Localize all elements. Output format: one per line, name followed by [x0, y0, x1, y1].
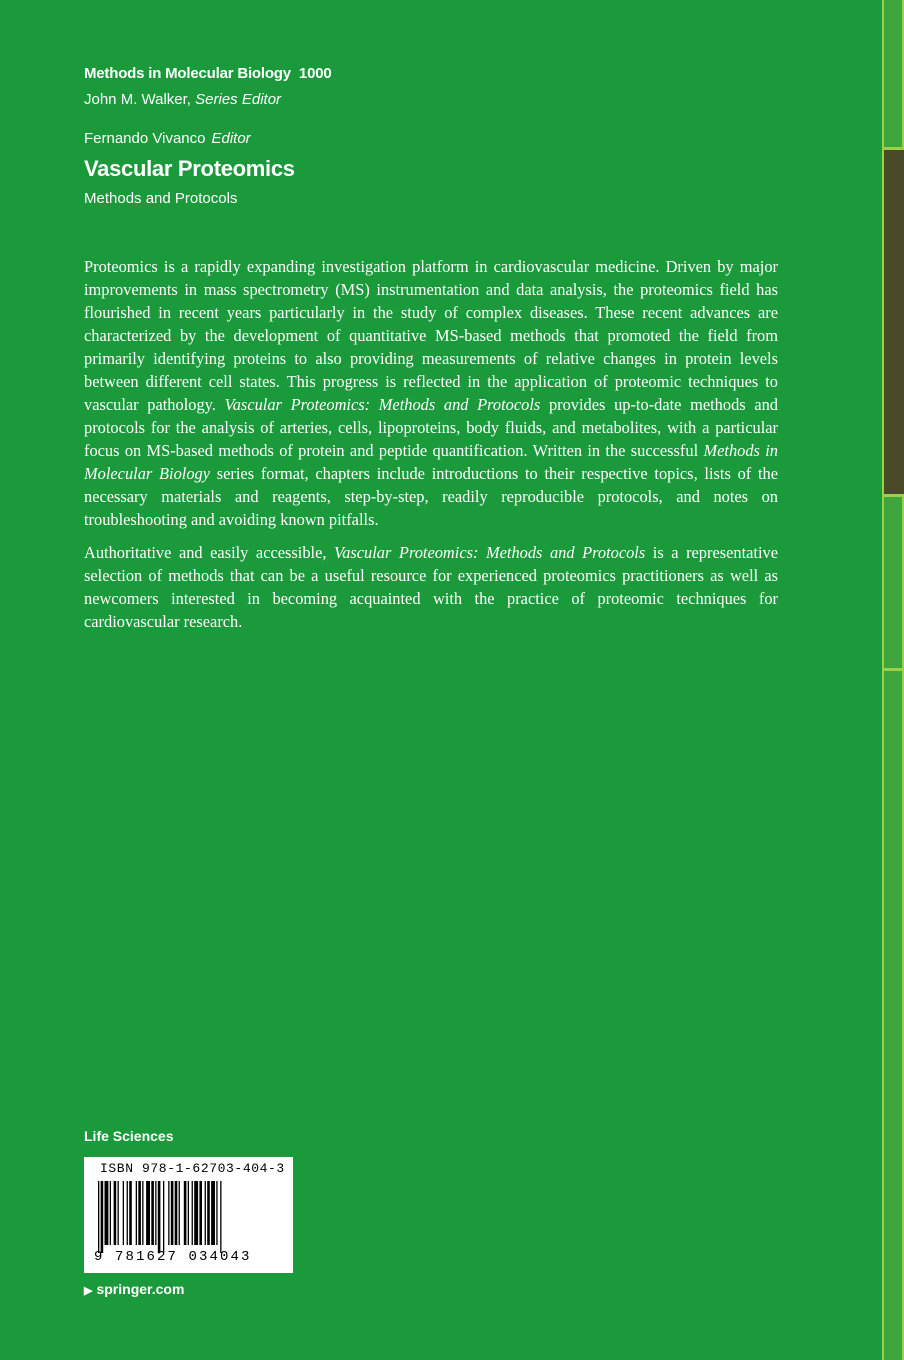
barcode-bar — [110, 1181, 111, 1245]
publisher-website[interactable] — [84, 1281, 184, 1297]
barcode-bar — [179, 1181, 180, 1245]
barcode-bar — [158, 1181, 161, 1253]
barcode-bar — [98, 1181, 99, 1253]
series-editor — [84, 91, 281, 108]
spine-tick — [882, 147, 904, 150]
barcode-bar — [138, 1181, 141, 1245]
barcode-bar — [216, 1181, 217, 1245]
book-subtitle: Methods and Protocols — [84, 190, 238, 207]
barcode-bar — [142, 1181, 143, 1245]
barcode-bar — [105, 1181, 109, 1245]
barcode-bar — [205, 1181, 206, 1245]
barcode-bar — [199, 1181, 202, 1245]
book-description — [84, 255, 778, 633]
barcode-bar — [136, 1181, 137, 1245]
barcode-digits: 9 781627 034043 — [94, 1249, 252, 1265]
book-editor — [84, 130, 251, 147]
series-volume: 1000 — [298, 65, 332, 82]
barcode-bar — [118, 1181, 119, 1245]
isbn-label: ISBN 978-1-62703-404-3 — [100, 1161, 285, 1176]
barcode-bar — [171, 1181, 174, 1245]
series-name: Methods in Molecular Biology — [84, 65, 291, 82]
description-text: series format, chapters include introductions to their respective topics, lists of the necessary materials and reagents, step-by-step, readily reproducible protocols, and notes on troubleshooting and avoiding known pitfalls. — [84, 464, 778, 529]
description-text: provides up-to-date methods and protocols for the analysis of arteries, cells, lipoproteins, body fluids, and metabolites, with a particular focus on MS-based methods of protein and peptide quantification. Written in the successful — [84, 395, 778, 460]
subject-category: Life Sciences — [84, 1128, 174, 1144]
description-paragraph-1 — [84, 255, 778, 531]
series-editor-name: John M. Walker, — [84, 91, 191, 108]
description-text: is a representative selection of methods that can be a useful resource for experienced proteomics practitioners as well as newcomers interested in becoming acquainted with the practice of proteomic techniques for cardiovascular research. — [84, 543, 778, 631]
series-heading — [84, 65, 332, 82]
barcode-bar — [184, 1181, 187, 1245]
description-text: Proteomics is a rapidly expanding investigation platform in cardiovascular medicine. Driven by major improvements in mass spectrometry (MS) instrumentation and data analysis, the proteomics field has flourished in recent years particularly in the study of complex diseases. These recent advances are characterized by the development of quantitative MS-based methods that promoted the field from primarily identifying proteins to also providing measurements of relative changes in protein levels between different cell states. This progress is reflected in the application of proteomic techniques to vascular pathology. — [84, 257, 778, 414]
book-editor-role: Editor — [211, 130, 251, 147]
barcode-bar — [129, 1181, 132, 1245]
description-text: Authoritative and easily accessible, — [84, 543, 335, 562]
arrow-right-icon: ▶ — [84, 1285, 93, 1297]
barcode-bar — [194, 1181, 198, 1245]
description-italic-series: Methods in Molecular Biology — [84, 441, 778, 483]
barcode-bar — [151, 1181, 154, 1245]
barcode-bar — [168, 1181, 169, 1245]
spine-tick — [882, 494, 904, 497]
barcode-bar — [123, 1181, 124, 1245]
barcode-bar — [146, 1181, 150, 1245]
description-italic-title: Vascular Proteomics: Methods and Protocols — [224, 395, 541, 414]
description-italic-title: Vascular Proteomics: Methods and Protocols — [334, 543, 646, 562]
barcode-bar — [188, 1181, 189, 1245]
book-editor-name: Fernando Vivanco — [84, 130, 206, 147]
barcode-bar — [175, 1181, 178, 1245]
book-title: Vascular Proteomics — [84, 156, 295, 181]
barcode-bar — [114, 1181, 117, 1245]
barcode-bar — [163, 1181, 164, 1253]
barcode-bar — [192, 1181, 193, 1245]
barcode-bar — [155, 1181, 156, 1245]
spine-tick — [882, 668, 904, 671]
barcode-bar — [211, 1181, 215, 1245]
description-paragraph-2 — [84, 541, 778, 633]
barcode-bar — [127, 1181, 128, 1245]
series-editor-role: Series Editor — [195, 91, 282, 108]
barcode-bar — [220, 1181, 221, 1253]
website-url: springer.com — [96, 1281, 185, 1297]
isbn-barcode — [84, 1157, 293, 1273]
spine-dark-block — [884, 150, 904, 494]
barcode-bar — [101, 1181, 104, 1253]
barcode-bar — [207, 1181, 210, 1245]
barcode-bars — [98, 1181, 280, 1253]
